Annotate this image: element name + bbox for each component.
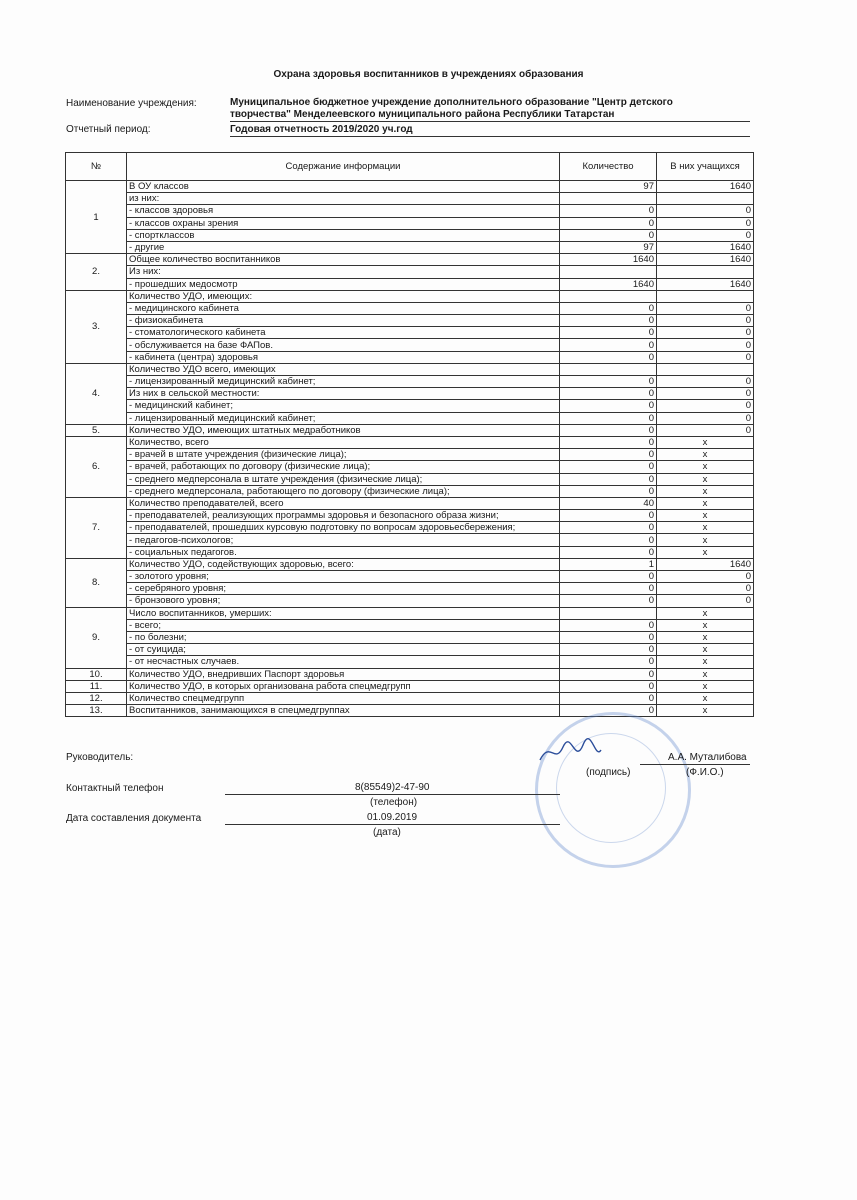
row-quantity: 0 (560, 351, 657, 363)
row-quantity: 0 (560, 631, 657, 643)
row-students: х (657, 705, 754, 717)
date-label: Дата составления документа (66, 813, 202, 824)
table-row (66, 558, 754, 570)
row-students: х (657, 668, 754, 680)
table-row (66, 315, 754, 327)
signature-caption: (подпись) (586, 767, 631, 778)
institution-label: Наименование учреждения: (66, 98, 197, 109)
row-content: Воспитанников, занимающихся в спецмедгруппах (127, 705, 560, 717)
row-students (657, 290, 754, 302)
row-number: 2. (66, 254, 127, 291)
row-students: х (657, 534, 754, 546)
row-number: 9. (66, 607, 127, 668)
row-quantity: 0 (560, 205, 657, 217)
row-students: 0 (657, 205, 754, 217)
table-row (66, 473, 754, 485)
table-row (66, 327, 754, 339)
row-number: 12. (66, 692, 127, 704)
row-students: х (657, 510, 754, 522)
row-students: х (657, 692, 754, 704)
row-quantity: 0 (560, 339, 657, 351)
table-row (66, 461, 754, 473)
row-quantity: 0 (560, 534, 657, 546)
header-students: В них учащихся (657, 153, 754, 181)
row-quantity: 0 (560, 595, 657, 607)
head-name: А.А. Муталибова (668, 752, 747, 763)
table-row (66, 254, 754, 266)
phone-caption: (телефон) (370, 797, 418, 808)
row-students: 0 (657, 400, 754, 412)
row-quantity: 0 (560, 229, 657, 241)
head-label: Руководитель: (66, 752, 134, 763)
row-content: - бронзового уровня; (127, 595, 560, 607)
row-quantity: 0 (560, 436, 657, 448)
row-students: 0 (657, 388, 754, 400)
report-table (65, 152, 754, 717)
name-caption: (Ф.И.О.) (686, 767, 724, 778)
row-quantity: 0 (560, 217, 657, 229)
row-quantity (560, 193, 657, 205)
row-number: 7. (66, 497, 127, 558)
row-quantity: 0 (560, 692, 657, 704)
row-content: - медицинского кабинета (127, 302, 560, 314)
row-students: 0 (657, 229, 754, 241)
table-row (66, 485, 754, 497)
row-quantity: 0 (560, 510, 657, 522)
row-quantity: 0 (560, 644, 657, 656)
table-row (66, 436, 754, 448)
table-row (66, 631, 754, 643)
row-students: 0 (657, 412, 754, 424)
row-students: 0 (657, 302, 754, 314)
row-students: 0 (657, 351, 754, 363)
row-content: Количество УДО, внедривших Паспорт здоровья (127, 668, 560, 680)
row-content: - лицензированный медицинский кабинет; (127, 376, 560, 388)
row-quantity: 0 (560, 327, 657, 339)
row-quantity (560, 363, 657, 375)
table-row (66, 400, 754, 412)
table-row (66, 424, 754, 436)
phone-value: 8(85549)2-47-90 (355, 782, 430, 793)
row-students (657, 193, 754, 205)
row-students: х (657, 656, 754, 668)
table-row (66, 644, 754, 656)
row-content: Количество, всего (127, 436, 560, 448)
institution-value-line1: Муниципальное бюджетное учреждение дополнительного образование "Центр детского (230, 97, 673, 108)
row-quantity (560, 607, 657, 619)
row-content: В ОУ классов (127, 181, 560, 193)
row-students: х (657, 461, 754, 473)
row-quantity: 1 (560, 558, 657, 570)
row-quantity: 1640 (560, 254, 657, 266)
period-label: Отчетный период: (66, 124, 151, 135)
row-quantity: 0 (560, 376, 657, 388)
row-students: 1640 (657, 278, 754, 290)
row-students: х (657, 485, 754, 497)
row-quantity: 97 (560, 241, 657, 253)
row-students: х (657, 497, 754, 509)
row-students: 0 (657, 339, 754, 351)
table-row (66, 363, 754, 375)
table-row (66, 193, 754, 205)
row-students: 0 (657, 583, 754, 595)
row-students: 1640 (657, 241, 754, 253)
row-content: Из них в сельской местности: (127, 388, 560, 400)
row-students: 0 (657, 424, 754, 436)
table-row (66, 656, 754, 668)
row-number: 11. (66, 680, 127, 692)
table-row (66, 412, 754, 424)
table-row (66, 388, 754, 400)
row-students: х (657, 644, 754, 656)
row-quantity: 0 (560, 302, 657, 314)
row-students: 0 (657, 595, 754, 607)
row-content: - золотого уровня; (127, 571, 560, 583)
row-students: х (657, 449, 754, 461)
table-row (66, 607, 754, 619)
row-content: Количество УДО, имеющих: (127, 290, 560, 302)
row-content: Количество УДО, имеющих штатных медработников (127, 424, 560, 436)
table-row (66, 278, 754, 290)
table-row (66, 266, 754, 278)
header-content: Содержание информации (127, 153, 560, 181)
row-content: Из них: (127, 266, 560, 278)
table-row (66, 376, 754, 388)
row-quantity: 0 (560, 449, 657, 461)
row-students: х (657, 631, 754, 643)
row-quantity: 0 (560, 400, 657, 412)
row-quantity: 0 (560, 522, 657, 534)
row-content: - классов здоровья (127, 205, 560, 217)
row-content: - медицинский кабинет; (127, 400, 560, 412)
row-quantity (560, 266, 657, 278)
row-content: - лицензированный медицинский кабинет; (127, 412, 560, 424)
table-row (66, 351, 754, 363)
row-content: Количество УДО, содействующих здоровью, всего: (127, 558, 560, 570)
row-content: Количество УДО, в которых организована работа спецмедгрупп (127, 680, 560, 692)
date-value: 01.09.2019 (367, 812, 418, 823)
row-content: Количество преподавателей, всего (127, 497, 560, 509)
period-value: Годовая отчетность 2019/2020 уч.год (230, 124, 750, 137)
row-content: - врачей в штате учреждения (физические лица); (127, 449, 560, 461)
row-quantity: 0 (560, 546, 657, 558)
row-quantity: 0 (560, 583, 657, 595)
document-title: Охрана здоровья воспитанников в учреждениях образования (273, 69, 584, 80)
row-content: - педагогов-психологов; (127, 534, 560, 546)
row-content: Общее количество воспитанников (127, 254, 560, 266)
table-row (66, 571, 754, 583)
row-quantity: 97 (560, 181, 657, 193)
table-row (66, 339, 754, 351)
row-quantity: 0 (560, 705, 657, 717)
table-row (66, 546, 754, 558)
row-quantity: 0 (560, 680, 657, 692)
table-row (66, 619, 754, 631)
row-students: х (657, 473, 754, 485)
row-quantity: 0 (560, 315, 657, 327)
row-content: - социальных педагогов. (127, 546, 560, 558)
row-content: - другие (127, 241, 560, 253)
row-content: - стоматологического кабинета (127, 327, 560, 339)
report-body (66, 181, 754, 717)
date-underline (225, 824, 560, 825)
row-content: из них: (127, 193, 560, 205)
table-row (66, 181, 754, 193)
table-row (66, 205, 754, 217)
phone-label: Контактный телефон (66, 783, 164, 794)
name-underline (640, 764, 750, 765)
row-content: - по болезни; (127, 631, 560, 643)
row-content: - кабинета (центра) здоровья (127, 351, 560, 363)
row-content: Количество УДО всего, имеющих (127, 363, 560, 375)
table-row (66, 510, 754, 522)
table-row (66, 705, 754, 717)
phone-underline (225, 794, 560, 795)
row-number: 1 (66, 181, 127, 254)
row-quantity (560, 290, 657, 302)
institution-value-line2: творчества" Менделеевского муниципального района Республики Татарстан (230, 109, 750, 122)
row-students: 0 (657, 571, 754, 583)
row-content: - преподавателей, прошедших курсовую подготовку по вопросам здоровьесбережения; (127, 522, 560, 534)
row-quantity: 0 (560, 412, 657, 424)
table-row (66, 692, 754, 704)
table-row (66, 241, 754, 253)
row-students: х (657, 522, 754, 534)
row-students (657, 363, 754, 375)
table-row (66, 302, 754, 314)
row-content: - всего; (127, 619, 560, 631)
row-students: 0 (657, 327, 754, 339)
row-content: - от суицида; (127, 644, 560, 656)
row-students: х (657, 619, 754, 631)
row-quantity: 0 (560, 388, 657, 400)
table-row (66, 290, 754, 302)
date-caption: (дата) (373, 827, 401, 838)
row-content: - обслуживается на базе ФАПов. (127, 339, 560, 351)
table-row (66, 583, 754, 595)
row-students: х (657, 436, 754, 448)
row-students: 1640 (657, 181, 754, 193)
table-row (66, 680, 754, 692)
row-students (657, 266, 754, 278)
row-number: 5. (66, 424, 127, 436)
table-row (66, 595, 754, 607)
row-quantity: 0 (560, 461, 657, 473)
row-content: - среднего медперсонала в штате учреждения (физические лица); (127, 473, 560, 485)
row-students: х (657, 680, 754, 692)
row-content: - спортклассов (127, 229, 560, 241)
row-students: 1640 (657, 254, 754, 266)
table-row (66, 449, 754, 461)
row-number: 6. (66, 436, 127, 497)
header-num: № (66, 153, 127, 181)
row-students: 0 (657, 315, 754, 327)
row-content: - от несчастных случаев. (127, 656, 560, 668)
row-content: - серебряного уровня; (127, 583, 560, 595)
table-row (66, 217, 754, 229)
row-content: Число воспитанников, умерших: (127, 607, 560, 619)
table-header-row (66, 153, 754, 181)
row-quantity: 0 (560, 656, 657, 668)
row-students: х (657, 607, 754, 619)
row-quantity: 0 (560, 485, 657, 497)
row-content: - преподавателей, реализующих программы здоровья и безопасного образа жизни; (127, 510, 560, 522)
row-students: 1640 (657, 558, 754, 570)
row-number: 13. (66, 705, 127, 717)
row-number: 8. (66, 558, 127, 607)
row-quantity: 1640 (560, 278, 657, 290)
table-row (66, 229, 754, 241)
table-row (66, 668, 754, 680)
row-students: 0 (657, 376, 754, 388)
row-quantity: 0 (560, 668, 657, 680)
row-number: 10. (66, 668, 127, 680)
table-row (66, 497, 754, 509)
row-content: - физиокабинета (127, 315, 560, 327)
header-quantity: Количество (560, 153, 657, 181)
row-number: 3. (66, 290, 127, 363)
row-content: Количество спецмедгрупп (127, 692, 560, 704)
row-quantity: 0 (560, 619, 657, 631)
row-content: - врачей, работающих по договору (физические лица); (127, 461, 560, 473)
row-students: х (657, 546, 754, 558)
row-quantity: 0 (560, 473, 657, 485)
row-students: 0 (657, 217, 754, 229)
row-quantity: 40 (560, 497, 657, 509)
row-quantity: 0 (560, 424, 657, 436)
table-row (66, 522, 754, 534)
row-quantity: 0 (560, 571, 657, 583)
row-content: - прошедших медосмотр (127, 278, 560, 290)
row-content: - классов охраны зрения (127, 217, 560, 229)
row-number: 4. (66, 363, 127, 424)
row-content: - среднего медперсонала, работающего по договору (физические лица); (127, 485, 560, 497)
table-row (66, 534, 754, 546)
